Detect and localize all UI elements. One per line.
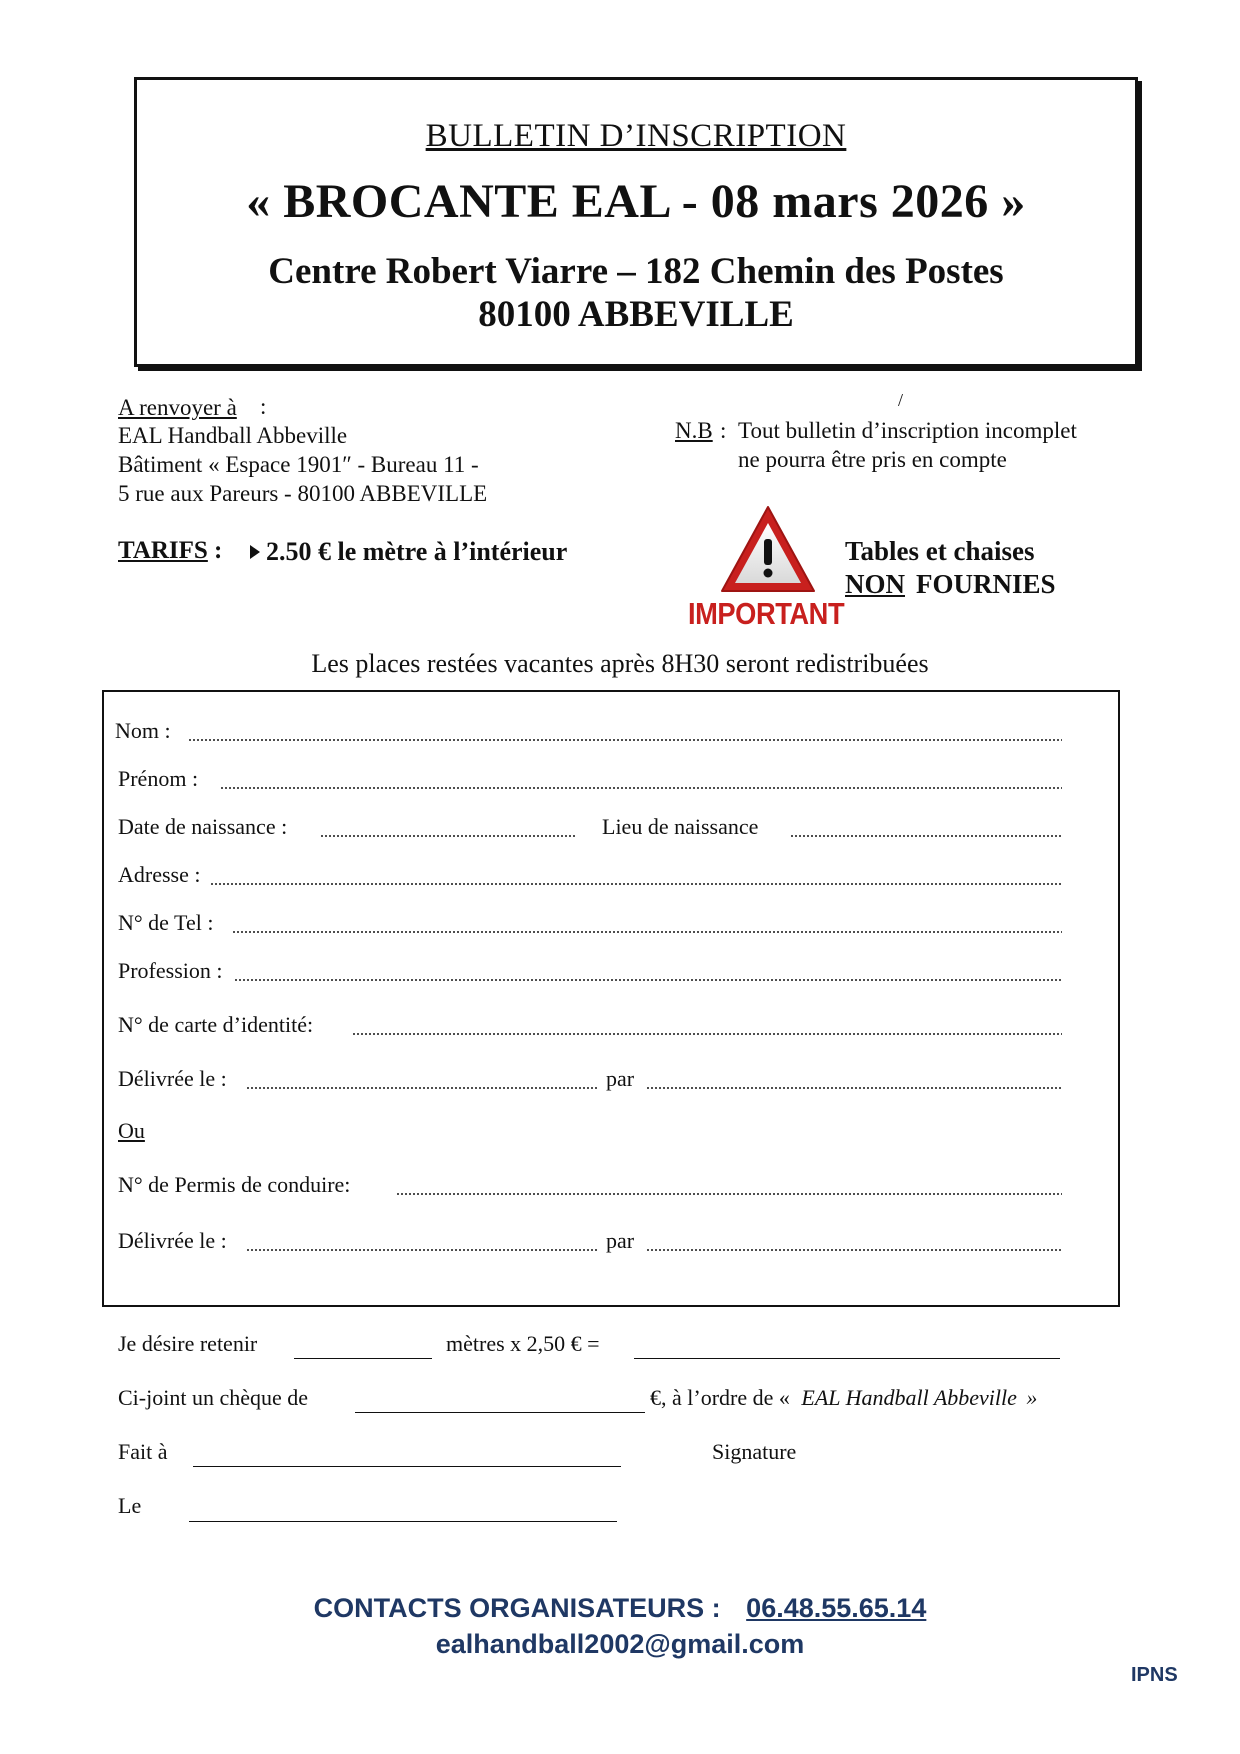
tel-field[interactable] (232, 930, 1062, 934)
tarifs-colon: : (214, 537, 223, 564)
carte-identite-label: N° de carte d’identité: (118, 1012, 314, 1037)
cheque-label: Ci-joint un chèque de (118, 1385, 309, 1410)
venue-address: Centre Robert Viarre – 182 Chemin des Postes (268, 251, 1004, 292)
profession-label: Profession : (118, 958, 223, 983)
tables-notice-non: NON (845, 569, 905, 599)
contacts-label: CONTACTS ORGANISATEURS : (313, 1593, 721, 1623)
arrow-right-icon (244, 537, 266, 567)
ordre-close: » (1026, 1385, 1038, 1410)
date-naissance-label: Date de naissance : (118, 814, 288, 839)
nom-field[interactable] (188, 738, 1062, 742)
retenir-label: Je désire retenir (118, 1331, 258, 1356)
par-label: par (606, 1066, 635, 1091)
profession-field[interactable] (234, 978, 1062, 982)
header-box (134, 77, 1138, 367)
registration-form-box (102, 690, 1120, 1307)
vacant-places-notice: Les places restées vacantes après 8H30 seront redistribuées (311, 649, 929, 678)
tarifs-price: 2.50 € le mètre à l’intérieur (266, 537, 568, 566)
lieu-naissance-label: Lieu de naissance (602, 814, 759, 839)
metres-label: mètres x 2,50 € = (446, 1331, 600, 1356)
adresse-field[interactable] (210, 882, 1062, 886)
venue-city: 80100 ABBEVILLE (478, 294, 794, 335)
par-label: par (606, 1228, 635, 1253)
carte-identite-field[interactable] (352, 1032, 1062, 1036)
return-address-colon: : (260, 394, 267, 419)
tables-notice-line1: Tables et chaises (845, 536, 1035, 566)
total-field[interactable] (634, 1358, 1060, 1359)
return-address-line: EAL Handball Abbeville (118, 423, 348, 448)
tel-label: N° de Tel : (118, 910, 214, 935)
nb-slash: / (898, 390, 904, 410)
nb-text-line2: ne pourra être pris en compte (738, 447, 1007, 472)
return-address-label: A renvoyer à (118, 395, 237, 420)
fait-a-label: Fait à (118, 1439, 168, 1464)
metres-field[interactable] (294, 1358, 432, 1359)
ordre-label (650, 1385, 1037, 1411)
prenom-field[interactable] (220, 786, 1062, 790)
delivree-le-field[interactable] (246, 1248, 598, 1252)
lieu-naissance-field[interactable] (790, 834, 1062, 838)
return-address-line: 5 rue aux Pareurs - 80100 ABBEVILLE (118, 481, 488, 506)
contacts-phone[interactable]: 06.48.55.65.14 (746, 1593, 927, 1623)
signature-label: Signature (712, 1439, 797, 1464)
adresse-label: Adresse : (118, 862, 201, 887)
le-label: Le (118, 1493, 142, 1518)
return-address-line: Bâtiment « Espace 1901″ - Bureau 11 - (118, 452, 479, 477)
warning-triangle-icon (718, 503, 818, 598)
permis-label: N° de Permis de conduire: (118, 1172, 351, 1197)
ipns-mark: IPNS (1131, 1664, 1178, 1686)
contacts-line (0, 1593, 1240, 1624)
contacts-email[interactable]: ealhandball2002@gmail.com (435, 1629, 805, 1659)
event-title: « BROCANTE EAL - 08 mars 2026 » (246, 175, 1026, 228)
important-label: IMPORTANT (688, 596, 845, 631)
date-naissance-field[interactable] (320, 834, 576, 838)
ordre-prefix: €, à l’ordre de « (650, 1385, 790, 1410)
nb-colon: : (720, 418, 727, 443)
par-field[interactable] (646, 1248, 1062, 1252)
form-subtitle: BULLETIN D’INSCRIPTION (425, 118, 847, 154)
ordre-name: EAL Handball Abbeville (801, 1385, 1017, 1410)
ou-label: Ou (118, 1118, 145, 1143)
tables-notice-fournies: FOURNIES (916, 569, 1056, 599)
fait-a-field[interactable] (193, 1466, 621, 1467)
delivree-le-label: Délivrée le : (118, 1066, 227, 1091)
nom-label: Nom : (115, 718, 171, 743)
date-field[interactable] (189, 1521, 617, 1522)
tarifs-label: TARIFS (118, 537, 208, 564)
prenom-label: Prénom : (118, 766, 199, 791)
permis-field[interactable] (396, 1192, 1062, 1196)
nb-label: N.B (675, 418, 713, 443)
delivree-le-label: Délivrée le : (118, 1228, 227, 1253)
cheque-amount-field[interactable] (355, 1412, 645, 1413)
delivree-le-field[interactable] (246, 1086, 598, 1090)
nb-text-line1: Tout bulletin d’inscription incomplet (738, 418, 1077, 443)
par-field[interactable] (646, 1086, 1062, 1090)
